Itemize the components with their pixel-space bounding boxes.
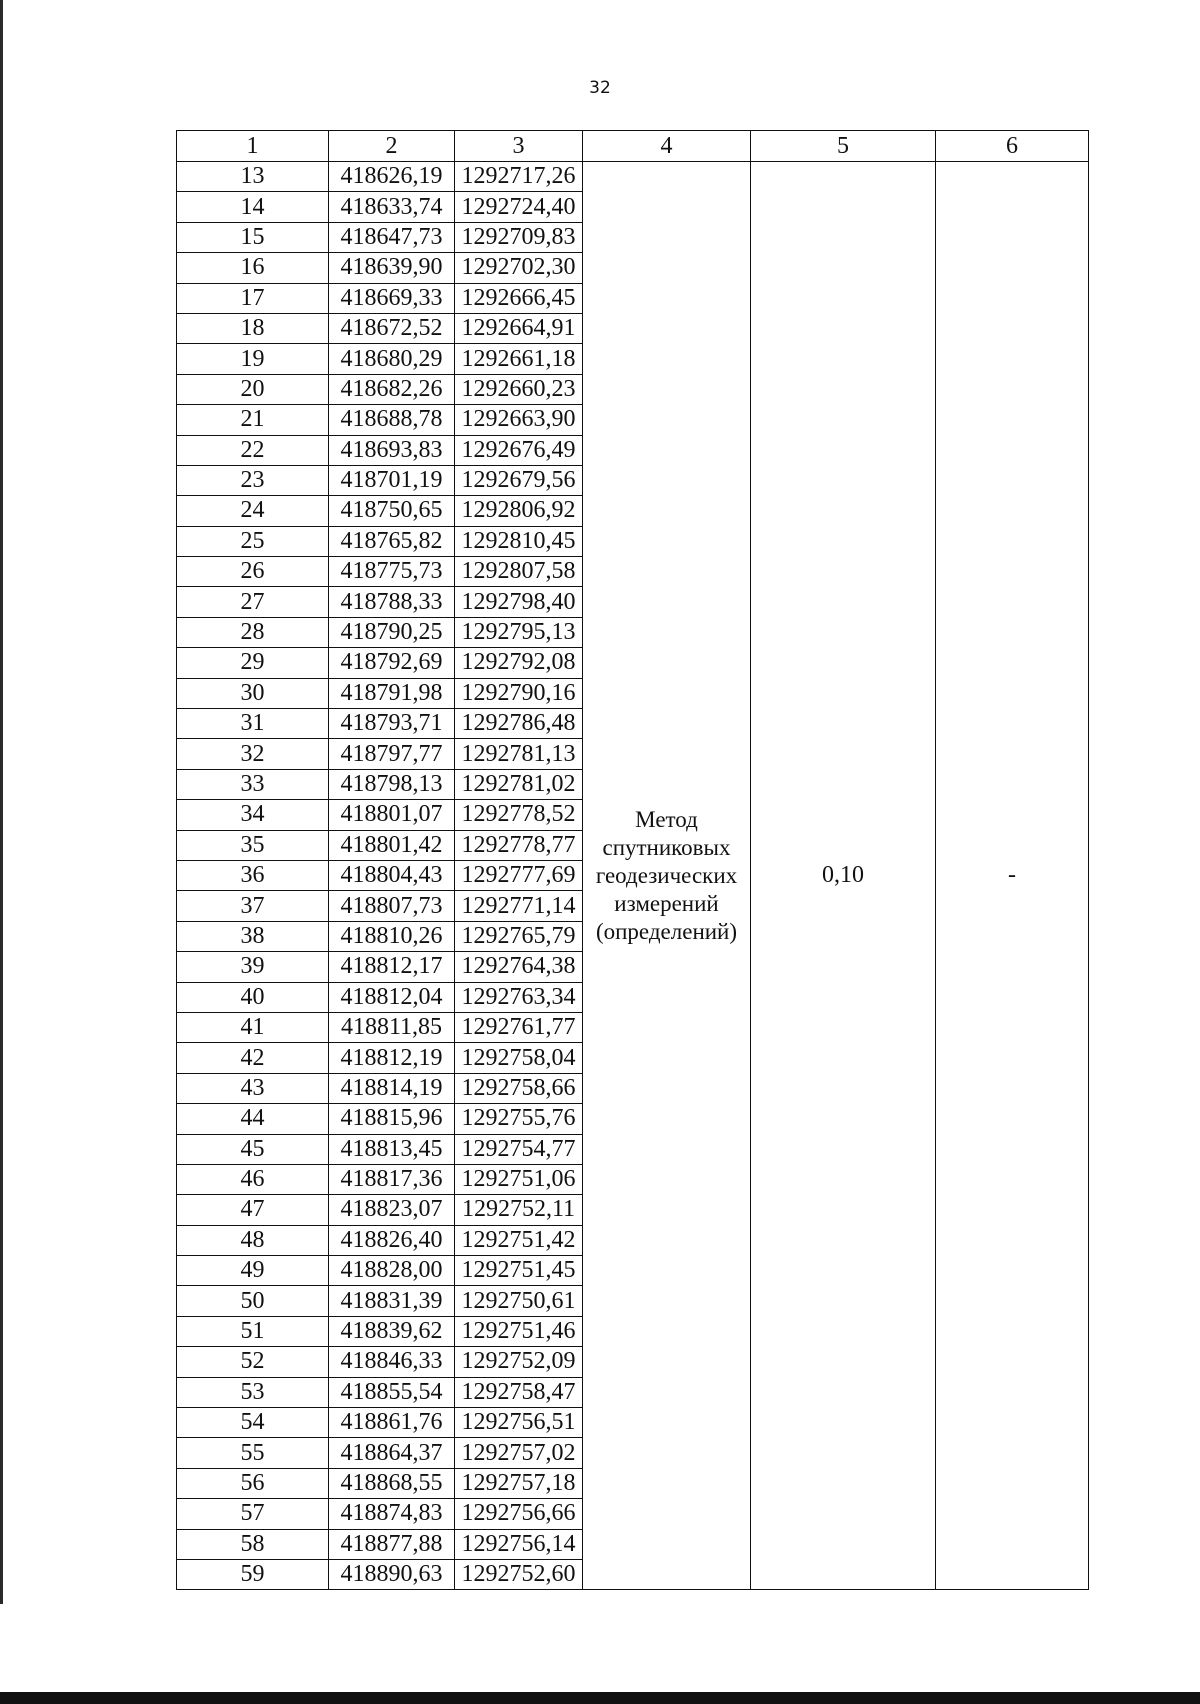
- x-coordinate-cell: 418750,65: [329, 496, 455, 526]
- x-coordinate-cell: 418864,37: [329, 1438, 455, 1468]
- x-coordinate-cell: 418688,78: [329, 405, 455, 435]
- point-number-cell: 54: [177, 1408, 329, 1438]
- x-coordinate-cell: 418823,07: [329, 1195, 455, 1225]
- y-coordinate-cell: 1292752,60: [455, 1559, 583, 1589]
- y-coordinate-cell: 1292751,45: [455, 1256, 583, 1286]
- header-col-4: 4: [583, 131, 751, 162]
- y-coordinate-cell: 1292664,91: [455, 313, 583, 343]
- point-number-cell: 21: [177, 405, 329, 435]
- point-number-cell: 19: [177, 344, 329, 374]
- point-number-cell: 22: [177, 435, 329, 465]
- y-coordinate-cell: 1292781,02: [455, 769, 583, 799]
- y-coordinate-cell: 1292790,16: [455, 678, 583, 708]
- x-coordinate-cell: 418788,33: [329, 587, 455, 617]
- x-coordinate-cell: 418815,96: [329, 1104, 455, 1134]
- point-number-cell: 41: [177, 1012, 329, 1042]
- x-coordinate-cell: 418831,39: [329, 1286, 455, 1316]
- y-coordinate-cell: 1292752,09: [455, 1347, 583, 1377]
- point-number-cell: 34: [177, 800, 329, 830]
- point-number-cell: 17: [177, 283, 329, 313]
- column-6-cell: -: [936, 162, 1089, 1590]
- y-coordinate-cell: 1292756,14: [455, 1529, 583, 1559]
- y-coordinate-cell: 1292751,42: [455, 1225, 583, 1255]
- y-coordinate-cell: 1292798,40: [455, 587, 583, 617]
- x-coordinate-cell: 418792,69: [329, 648, 455, 678]
- y-coordinate-cell: 1292795,13: [455, 617, 583, 647]
- x-coordinate-cell: 418701,19: [329, 465, 455, 495]
- method-line: геодезических: [595, 862, 738, 888]
- y-coordinate-cell: 1292724,40: [455, 192, 583, 222]
- point-number-cell: 33: [177, 769, 329, 799]
- y-coordinate-cell: 1292758,66: [455, 1073, 583, 1103]
- table-header: [177, 131, 1089, 162]
- point-number-cell: 51: [177, 1316, 329, 1346]
- x-coordinate-cell: 418793,71: [329, 709, 455, 739]
- y-coordinate-cell: 1292663,90: [455, 405, 583, 435]
- x-coordinate-cell: 418812,04: [329, 982, 455, 1012]
- point-number-cell: 52: [177, 1347, 329, 1377]
- point-number-cell: 26: [177, 557, 329, 587]
- y-coordinate-cell: 1292781,13: [455, 739, 583, 769]
- header-col-2: 2: [329, 131, 455, 162]
- point-number-cell: 38: [177, 921, 329, 951]
- y-coordinate-cell: 1292661,18: [455, 344, 583, 374]
- point-number-cell: 43: [177, 1073, 329, 1103]
- y-coordinate-cell: 1292755,76: [455, 1104, 583, 1134]
- x-coordinate-cell: 418669,33: [329, 283, 455, 313]
- y-coordinate-cell: 1292786,48: [455, 709, 583, 739]
- point-number-cell: 24: [177, 496, 329, 526]
- y-coordinate-cell: 1292756,66: [455, 1499, 583, 1529]
- y-coordinate-cell: 1292806,92: [455, 496, 583, 526]
- x-coordinate-cell: 418797,77: [329, 739, 455, 769]
- y-coordinate-cell: 1292750,61: [455, 1286, 583, 1316]
- x-coordinate-cell: 418798,13: [329, 769, 455, 799]
- y-coordinate-cell: 1292751,06: [455, 1164, 583, 1194]
- point-number-cell: 37: [177, 891, 329, 921]
- y-coordinate-cell: 1292765,79: [455, 921, 583, 951]
- point-number-cell: 32: [177, 739, 329, 769]
- y-coordinate-cell: 1292754,77: [455, 1134, 583, 1164]
- point-number-cell: 31: [177, 709, 329, 739]
- x-coordinate-cell: 418647,73: [329, 222, 455, 252]
- y-coordinate-cell: 1292807,58: [455, 557, 583, 587]
- y-coordinate-cell: 1292758,04: [455, 1043, 583, 1073]
- point-number-cell: 48: [177, 1225, 329, 1255]
- header-col-1: 1: [177, 131, 329, 162]
- x-coordinate-cell: 418801,42: [329, 830, 455, 860]
- point-number-cell: 46: [177, 1164, 329, 1194]
- point-number-cell: 35: [177, 830, 329, 860]
- point-number-cell: 49: [177, 1256, 329, 1286]
- x-coordinate-cell: 418826,40: [329, 1225, 455, 1255]
- x-coordinate-cell: 418626,19: [329, 162, 455, 192]
- header-col-5: 5: [751, 131, 936, 162]
- x-coordinate-cell: 418693,83: [329, 435, 455, 465]
- x-coordinate-cell: 418680,29: [329, 344, 455, 374]
- x-coordinate-cell: 418813,45: [329, 1134, 455, 1164]
- x-coordinate-cell: 418790,25: [329, 617, 455, 647]
- method-line: (определений): [595, 918, 738, 944]
- x-coordinate-cell: 418855,54: [329, 1377, 455, 1407]
- point-number-cell: 15: [177, 222, 329, 252]
- x-coordinate-cell: 418765,82: [329, 526, 455, 556]
- y-coordinate-cell: 1292757,02: [455, 1438, 583, 1468]
- x-coordinate-cell: 418810,26: [329, 921, 455, 951]
- x-coordinate-cell: 418874,83: [329, 1499, 455, 1529]
- point-number-cell: 25: [177, 526, 329, 556]
- header-row: [177, 131, 1089, 162]
- point-number-cell: 27: [177, 587, 329, 617]
- y-coordinate-cell: 1292702,30: [455, 253, 583, 283]
- point-number-cell: 58: [177, 1529, 329, 1559]
- y-coordinate-cell: 1292756,51: [455, 1408, 583, 1438]
- point-number-cell: 18: [177, 313, 329, 343]
- x-coordinate-cell: 418839,62: [329, 1316, 455, 1346]
- y-coordinate-cell: 1292810,45: [455, 526, 583, 556]
- x-coordinate-cell: 418804,43: [329, 860, 455, 890]
- x-coordinate-cell: 418828,00: [329, 1256, 455, 1286]
- y-coordinate-cell: 1292752,11: [455, 1195, 583, 1225]
- point-number-cell: 30: [177, 678, 329, 708]
- y-coordinate-cell: 1292778,52: [455, 800, 583, 830]
- header-col-3: 3: [455, 131, 583, 162]
- point-number-cell: 57: [177, 1499, 329, 1529]
- y-coordinate-cell: 1292778,77: [455, 830, 583, 860]
- y-coordinate-cell: 1292676,49: [455, 435, 583, 465]
- x-coordinate-cell: 418801,07: [329, 800, 455, 830]
- point-number-cell: 36: [177, 860, 329, 890]
- coordinates-table: [176, 130, 1089, 1590]
- y-coordinate-cell: 1292709,83: [455, 222, 583, 252]
- x-coordinate-cell: 418811,85: [329, 1012, 455, 1042]
- x-coordinate-cell: 418672,52: [329, 313, 455, 343]
- x-coordinate-cell: 418861,76: [329, 1408, 455, 1438]
- y-coordinate-cell: 1292717,26: [455, 162, 583, 192]
- method-line: измерений: [614, 890, 719, 916]
- x-coordinate-cell: 418812,19: [329, 1043, 455, 1073]
- y-coordinate-cell: 1292763,34: [455, 982, 583, 1012]
- y-coordinate-cell: 1292751,46: [455, 1316, 583, 1346]
- point-number-cell: 20: [177, 374, 329, 404]
- point-number-cell: 56: [177, 1468, 329, 1498]
- y-coordinate-cell: 1292777,69: [455, 860, 583, 890]
- point-number-cell: 50: [177, 1286, 329, 1316]
- page-number: 32: [589, 78, 611, 98]
- point-number-cell: 53: [177, 1377, 329, 1407]
- point-number-cell: 44: [177, 1104, 329, 1134]
- y-coordinate-cell: 1292771,14: [455, 891, 583, 921]
- point-number-cell: 59: [177, 1559, 329, 1589]
- point-number-cell: 45: [177, 1134, 329, 1164]
- x-coordinate-cell: 418890,63: [329, 1559, 455, 1589]
- method-line: Метод: [635, 806, 698, 832]
- point-number-cell: 23: [177, 465, 329, 495]
- point-number-cell: 47: [177, 1195, 329, 1225]
- x-coordinate-cell: 418682,26: [329, 374, 455, 404]
- method-cell: [583, 162, 751, 1590]
- point-number-cell: 55: [177, 1438, 329, 1468]
- y-coordinate-cell: 1292792,08: [455, 648, 583, 678]
- x-coordinate-cell: 418633,74: [329, 192, 455, 222]
- point-number-cell: 39: [177, 952, 329, 982]
- scan-band-bottom: [0, 1692, 1200, 1704]
- x-coordinate-cell: 418807,73: [329, 891, 455, 921]
- table-body: [177, 162, 1089, 1590]
- y-coordinate-cell: 1292666,45: [455, 283, 583, 313]
- y-coordinate-cell: 1292757,18: [455, 1468, 583, 1498]
- y-coordinate-cell: 1292660,23: [455, 374, 583, 404]
- point-number-cell: 28: [177, 617, 329, 647]
- scan-edge-left: [0, 0, 3, 1604]
- accuracy-cell: 0,10: [751, 162, 936, 1590]
- y-coordinate-cell: 1292679,56: [455, 465, 583, 495]
- point-number-cell: 13: [177, 162, 329, 192]
- x-coordinate-cell: 418817,36: [329, 1164, 455, 1194]
- y-coordinate-cell: 1292764,38: [455, 952, 583, 982]
- x-coordinate-cell: 418775,73: [329, 557, 455, 587]
- y-coordinate-cell: 1292761,77: [455, 1012, 583, 1042]
- point-number-cell: 40: [177, 982, 329, 1012]
- y-coordinate-cell: 1292758,47: [455, 1377, 583, 1407]
- point-number-cell: 14: [177, 192, 329, 222]
- method-line: спутниковых: [602, 834, 731, 860]
- x-coordinate-cell: 418846,33: [329, 1347, 455, 1377]
- x-coordinate-cell: 418868,55: [329, 1468, 455, 1498]
- x-coordinate-cell: 418812,17: [329, 952, 455, 982]
- x-coordinate-cell: 418877,88: [329, 1529, 455, 1559]
- point-number-cell: 16: [177, 253, 329, 283]
- header-col-6: 6: [936, 131, 1089, 162]
- point-number-cell: 29: [177, 648, 329, 678]
- x-coordinate-cell: 418814,19: [329, 1073, 455, 1103]
- x-coordinate-cell: 418791,98: [329, 678, 455, 708]
- point-number-cell: 42: [177, 1043, 329, 1073]
- table-row: [177, 162, 1089, 192]
- x-coordinate-cell: 418639,90: [329, 253, 455, 283]
